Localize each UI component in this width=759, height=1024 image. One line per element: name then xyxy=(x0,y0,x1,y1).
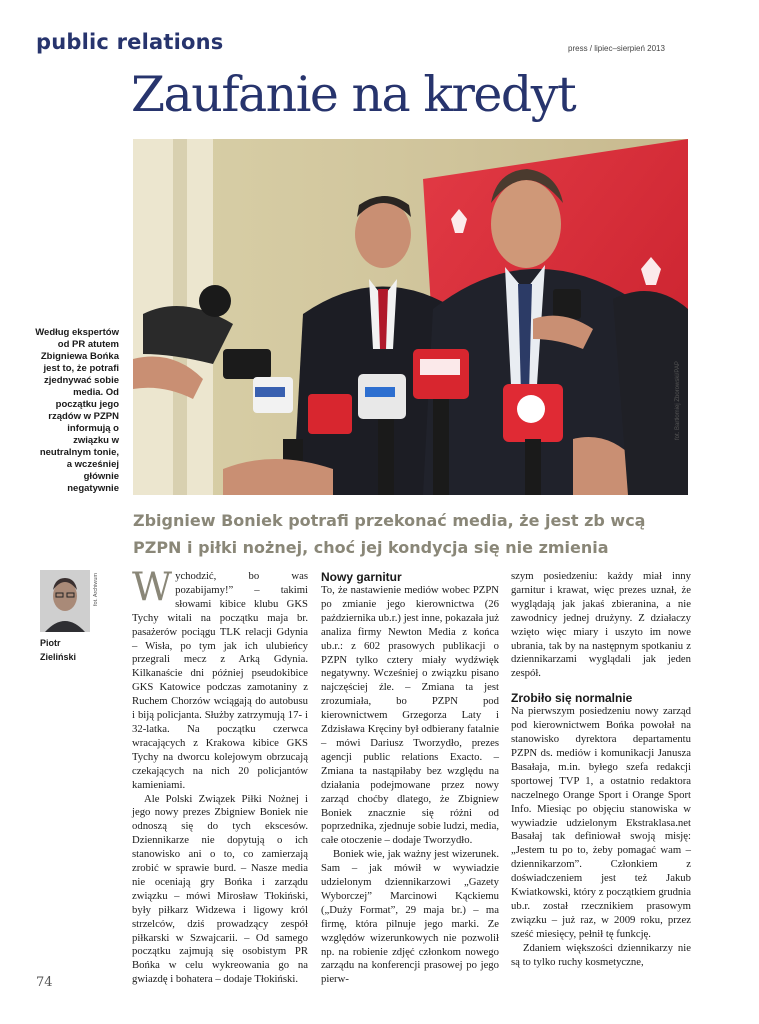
article-column-1 xyxy=(132,565,308,987)
photo-caption: Według ekspertów od PR atutem Zbigniewa Bońka jest to, że potrafi zjednywać sobie media. Od początku jego rządów w PZPN informują o związku w neutralnym tonie, a wcześniej głównie negatywnie xyxy=(35,327,119,494)
headline: Zaufanie na kredyt xyxy=(131,66,576,123)
author-last-name: Zieliński xyxy=(40,652,77,662)
article-column-3 xyxy=(511,570,691,969)
author-name xyxy=(40,636,95,664)
photo-credit: fot. Bartłomiej Zborowski/PAP xyxy=(675,361,681,440)
article-paragraph: Ale Polski Związek Piłki Nożnej i jego nowy prezes Zbigniew Boniek nie odnoszą się do tych ekscesów. Dziennikarze nie dopytują o ich stanowisko ani o to, co zamierzają zrobić w sprawie burd. – Nasze media nie oceniają gry Bońka i zarządu związku – mówi Mirosław Tłokiński, były piłkarz Widzewa i ligowy król strzelców, dziś prowadzący zespół piłkarski w Szwajcarii. – Od samego początku zajmują się osobistym PR Bońka w celu wykreowania go na gwiazdę i bohatera – dodaje Tłokiński. xyxy=(132,792,308,986)
article-paragraph: ychodzić, bo was pozabijamy!” – takimi słowami kibice klubu GKS Tychy witali na początku maja br. pasażerów pociągu TLK relacji Gdynia – Wisła, po tym jak ich ulubieńcy przegrali mecz z Arką Gdynia. Kilkanaście dni później pseudokibice GKS Katowice podczas zamotaniny z Ruchem Chorzów wciągają do autobusu i biją policjanta. Służby zatrzymują 17- i 32-latka. Na początku czerwca wracających z Krakowa kibice GKS Tychy na dworcu kolejowym obrzucają czekających na nich 20 policjantów kamieniami. xyxy=(132,570,308,791)
article-photo xyxy=(133,139,688,495)
author-photo xyxy=(40,570,90,632)
page-number: 74 xyxy=(36,975,53,990)
article-paragraph: szym posiedzeniu: każdy miał inny garnitur i krawat, więc prezes uznał, że wyglądają jak jakaś zbieranina, a nie zawodnicy jednej drużyny. Z działaczy wzięto więc miary i uszyto im nowe ubrania, tak by na następnym spotkaniu z dziennikarzami wyglądali jak jeden zespół. xyxy=(511,570,691,680)
subheading: Zrobiło się normalnie xyxy=(511,691,633,706)
section-label: public relations xyxy=(36,30,224,54)
issue-label: press / lipiec–sierpień 2013 xyxy=(568,44,665,53)
article-lead: Zbigniew Boniek potrafi przekonać media, że jest zb wcą PZPN i piłki nożnej, choć jej kondycja się nie zmienia xyxy=(133,511,646,557)
author-first-name: Piotr xyxy=(40,638,61,648)
subheading: Nowy garnitur xyxy=(321,570,402,584)
drop-cap: W xyxy=(132,565,173,610)
article-paragraph: Na pierwszym posiedzeniu nowy zarząd pod kierownictwem Bońka powołał na stanowisko dyrektora departamentu PZPN ds. mediów i komunikacji Janusza Basałaja, m.in. byłego szefa redakcji sportowej TVP 1, a ostatnio redaktora naczelnego Orange Sport i Orange Sport Info. Miesiąc po objęciu stanowiska w wywiadzie udzielonym Ekstraklasa.net Basałaj tak definiował swoją misję: „Jestem tu po to, żeby pomagać wam – dziennikarzom”. Członkiem z doświadczeniem jest też Jakub Kwiatkowski, który z początkiem grudnia ub.r. został rzecznikiem prasowym związku – już raz, w 2009 roku, przez sześć miesięcy, pełnił tę funkcję. xyxy=(511,705,691,940)
article-paragraph: To, że nastawienie mediów wobec PZPN po zmianie jego kierownictwa (26 października ub.r.) jest inne, pokazała już analiza firmy Newton Media z końca ub.r.: z 602 prasowych publikacji o PZPN tylko cztery miały wydźwięk negatywny. Wcześniej o związku pisano najczęściej źle. – Zmiana ta jest zrozumiała, bo PZPN pod kierownictwem Grzegorza Laty i Zdzisława Kręciny był odbierany fatalnie – mówi Dariusz Tworzydło, prezes agencji public relations Exacto. – Zmiana ta nastąpiłaby bez względu na działania podejmowane przez nowy zarząd choćby dlatego, że Zbigniew Boniek znacznie się różni od poprzednika, zjednuje sobie ludzi, media, całe otoczenie – dodaje Tworzydło. xyxy=(321,584,499,847)
article-paragraph: Boniek wie, jak ważny jest wizerunek. Sam – jak mówił w wywiadzie udzielonym dziennikarzowi „Gazety Wyborczej” Marcinowi Kąckiemu („Duży Format”, 29 maja br.) – ma firmę, która pilnuje jego marki. Ze względów wizerunkowych nie pozwolił np. na robienie zdjęć członkom nowego zarządu na konferencji prasowej po jego pierw- xyxy=(321,848,499,986)
author-photo-credit: fot. Archiwum xyxy=(93,572,99,606)
article-paragraph: Zdaniem większości dziennikarzy nie są to tylko ruchy kosmetyczne, xyxy=(511,941,691,968)
article-column-2 xyxy=(321,570,499,987)
